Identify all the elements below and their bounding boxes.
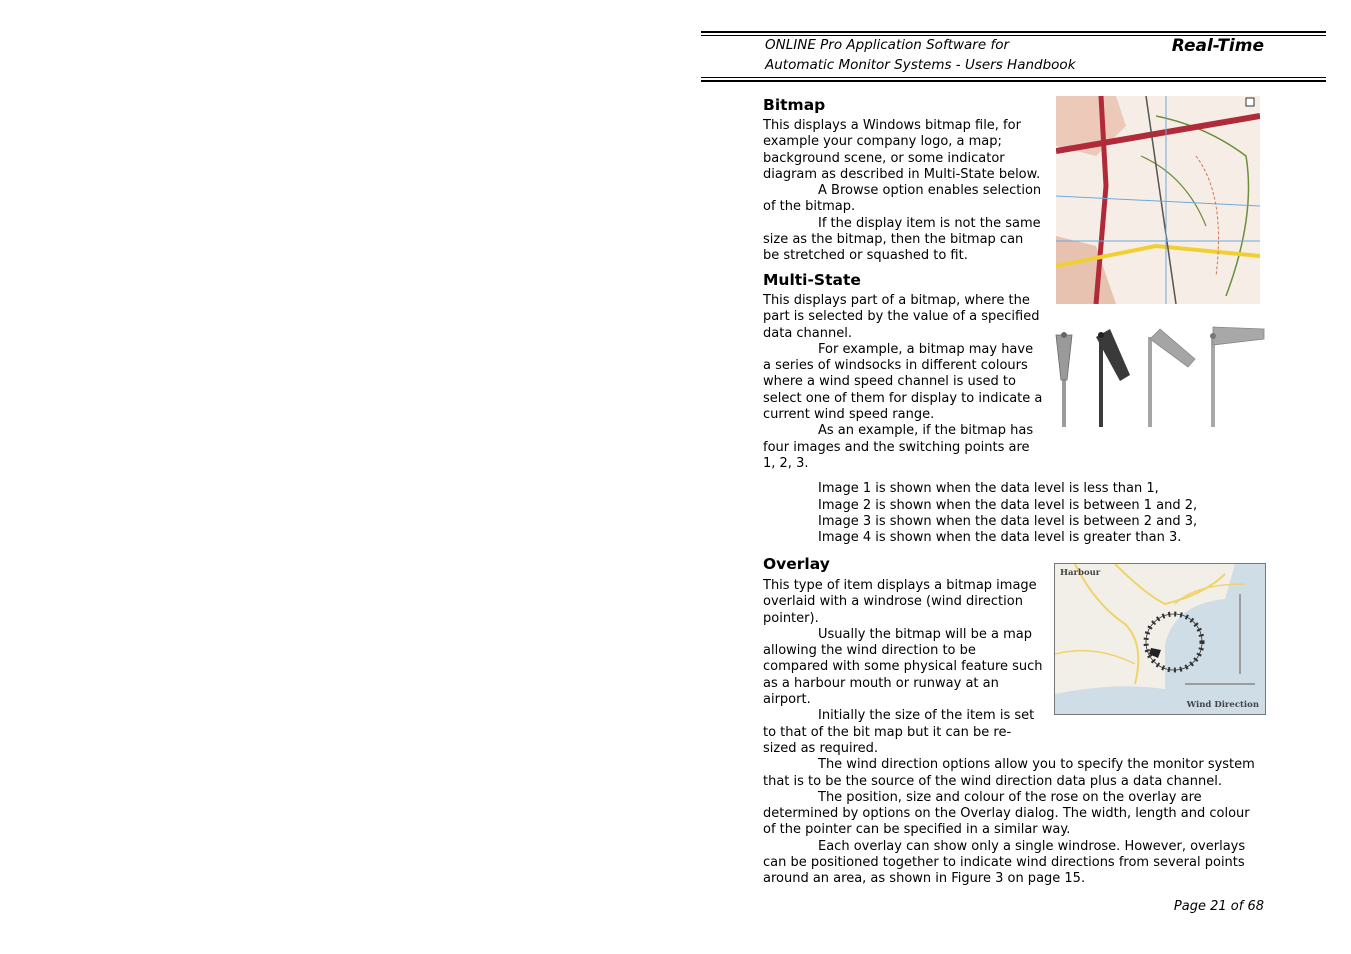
header-rule-bottom-thick xyxy=(701,80,1326,82)
section-title: Real-Time xyxy=(1171,36,1264,56)
multistate-heading: Multi-State xyxy=(763,271,861,289)
overlay-map-drawing xyxy=(1055,564,1265,714)
multistate-paragraph-1: This displays part of a bitmap, where the part is selected by the value of a specified data channel. xyxy=(763,293,1040,341)
overlay-paragraph-4: The wind direction options allow you to specify the monitor system that is to be the source of the wind direction data plus a data channel. xyxy=(763,757,1255,789)
page-number: Page 21 of 68 xyxy=(1173,899,1264,914)
multistate-paragraph-3: As an example, if the bitmap has four images and the switching points are 1, 2, 3. xyxy=(763,423,1034,471)
windsock-1 xyxy=(1056,332,1072,427)
document-title-line1: ONLINE Pro Application Software for xyxy=(765,37,1010,53)
windsock-3 xyxy=(1148,329,1195,427)
image-switching-list xyxy=(763,481,1263,546)
list-item: Image 4 is shown when the data level is greater than 3. xyxy=(818,530,1182,546)
bitmap-paragraph-2: A Browse option enables selection of the bitmap. xyxy=(763,183,1042,215)
bitmap-paragraph-1: This displays a Windows bitmap file, for example your company logo, a map; background scene, or some indicator diagram as described in Multi-State below. xyxy=(763,118,1041,182)
overlay-heading: Overlay xyxy=(763,555,830,573)
header-rule-top-thick xyxy=(701,31,1326,33)
list-item: Image 1 is shown when the data level is less than 1, xyxy=(818,481,1159,497)
overlay-paragraph-3: Initially the size of the item is set to that of the bit map but it can be re-sized as required. xyxy=(763,708,1035,756)
overlay-label-wind-direction: Wind Direction xyxy=(1186,700,1259,710)
bitmap-heading: Bitmap xyxy=(763,96,826,114)
overlay-paragraph-2: Usually the bitmap will be a map allowing the wind direction to be compared with some physical feature such as a harbour mouth or runway at an airport. xyxy=(763,626,1043,708)
header-rule-bottom-thin xyxy=(701,77,1326,78)
document-title-line2: Automatic Monitor Systems - Users Handbook xyxy=(765,57,1076,73)
overlay-paragraph-1: This type of item displays a bitmap image overlaid with a windrose (wind direction pointer). xyxy=(763,578,1037,626)
multistate-paragraph-2: For example, a bitmap may have a series of windsocks in different colours where a wind speed channel is used to select one of them for display to indicate a current wind speed range. xyxy=(763,341,1043,423)
bitmap-paragraph-3: If the display item is not the same size as the bitmap, then the bitmap can be stretched or squashed to fit. xyxy=(763,215,1041,264)
windsocks-image xyxy=(1050,325,1265,429)
document-title xyxy=(765,35,1076,75)
overlay-map-image xyxy=(1054,563,1266,715)
overlay-label-harbour: Harbour xyxy=(1060,568,1101,578)
list-item: Image 2 is shown when the data level is between 1 and 2, xyxy=(818,497,1198,513)
overlay-paragraph-5: The position, size and colour of the rose on the overlay are determined by options on the Overlay dialog. The width, length and colour of the pointer can be specified in a similar way. xyxy=(763,789,1250,838)
windsock-4 xyxy=(1210,327,1264,427)
list-item: Image 3 is shown when the data level is between 2 and 3, xyxy=(818,513,1198,529)
overlay-paragraph-6: Each overlay can show only a single windrose. However, overlays can be positioned together to indicate wind directions from several points around an area, as shown in Figure 3 on page 15. xyxy=(763,838,1246,887)
windsock-2 xyxy=(1096,329,1130,427)
